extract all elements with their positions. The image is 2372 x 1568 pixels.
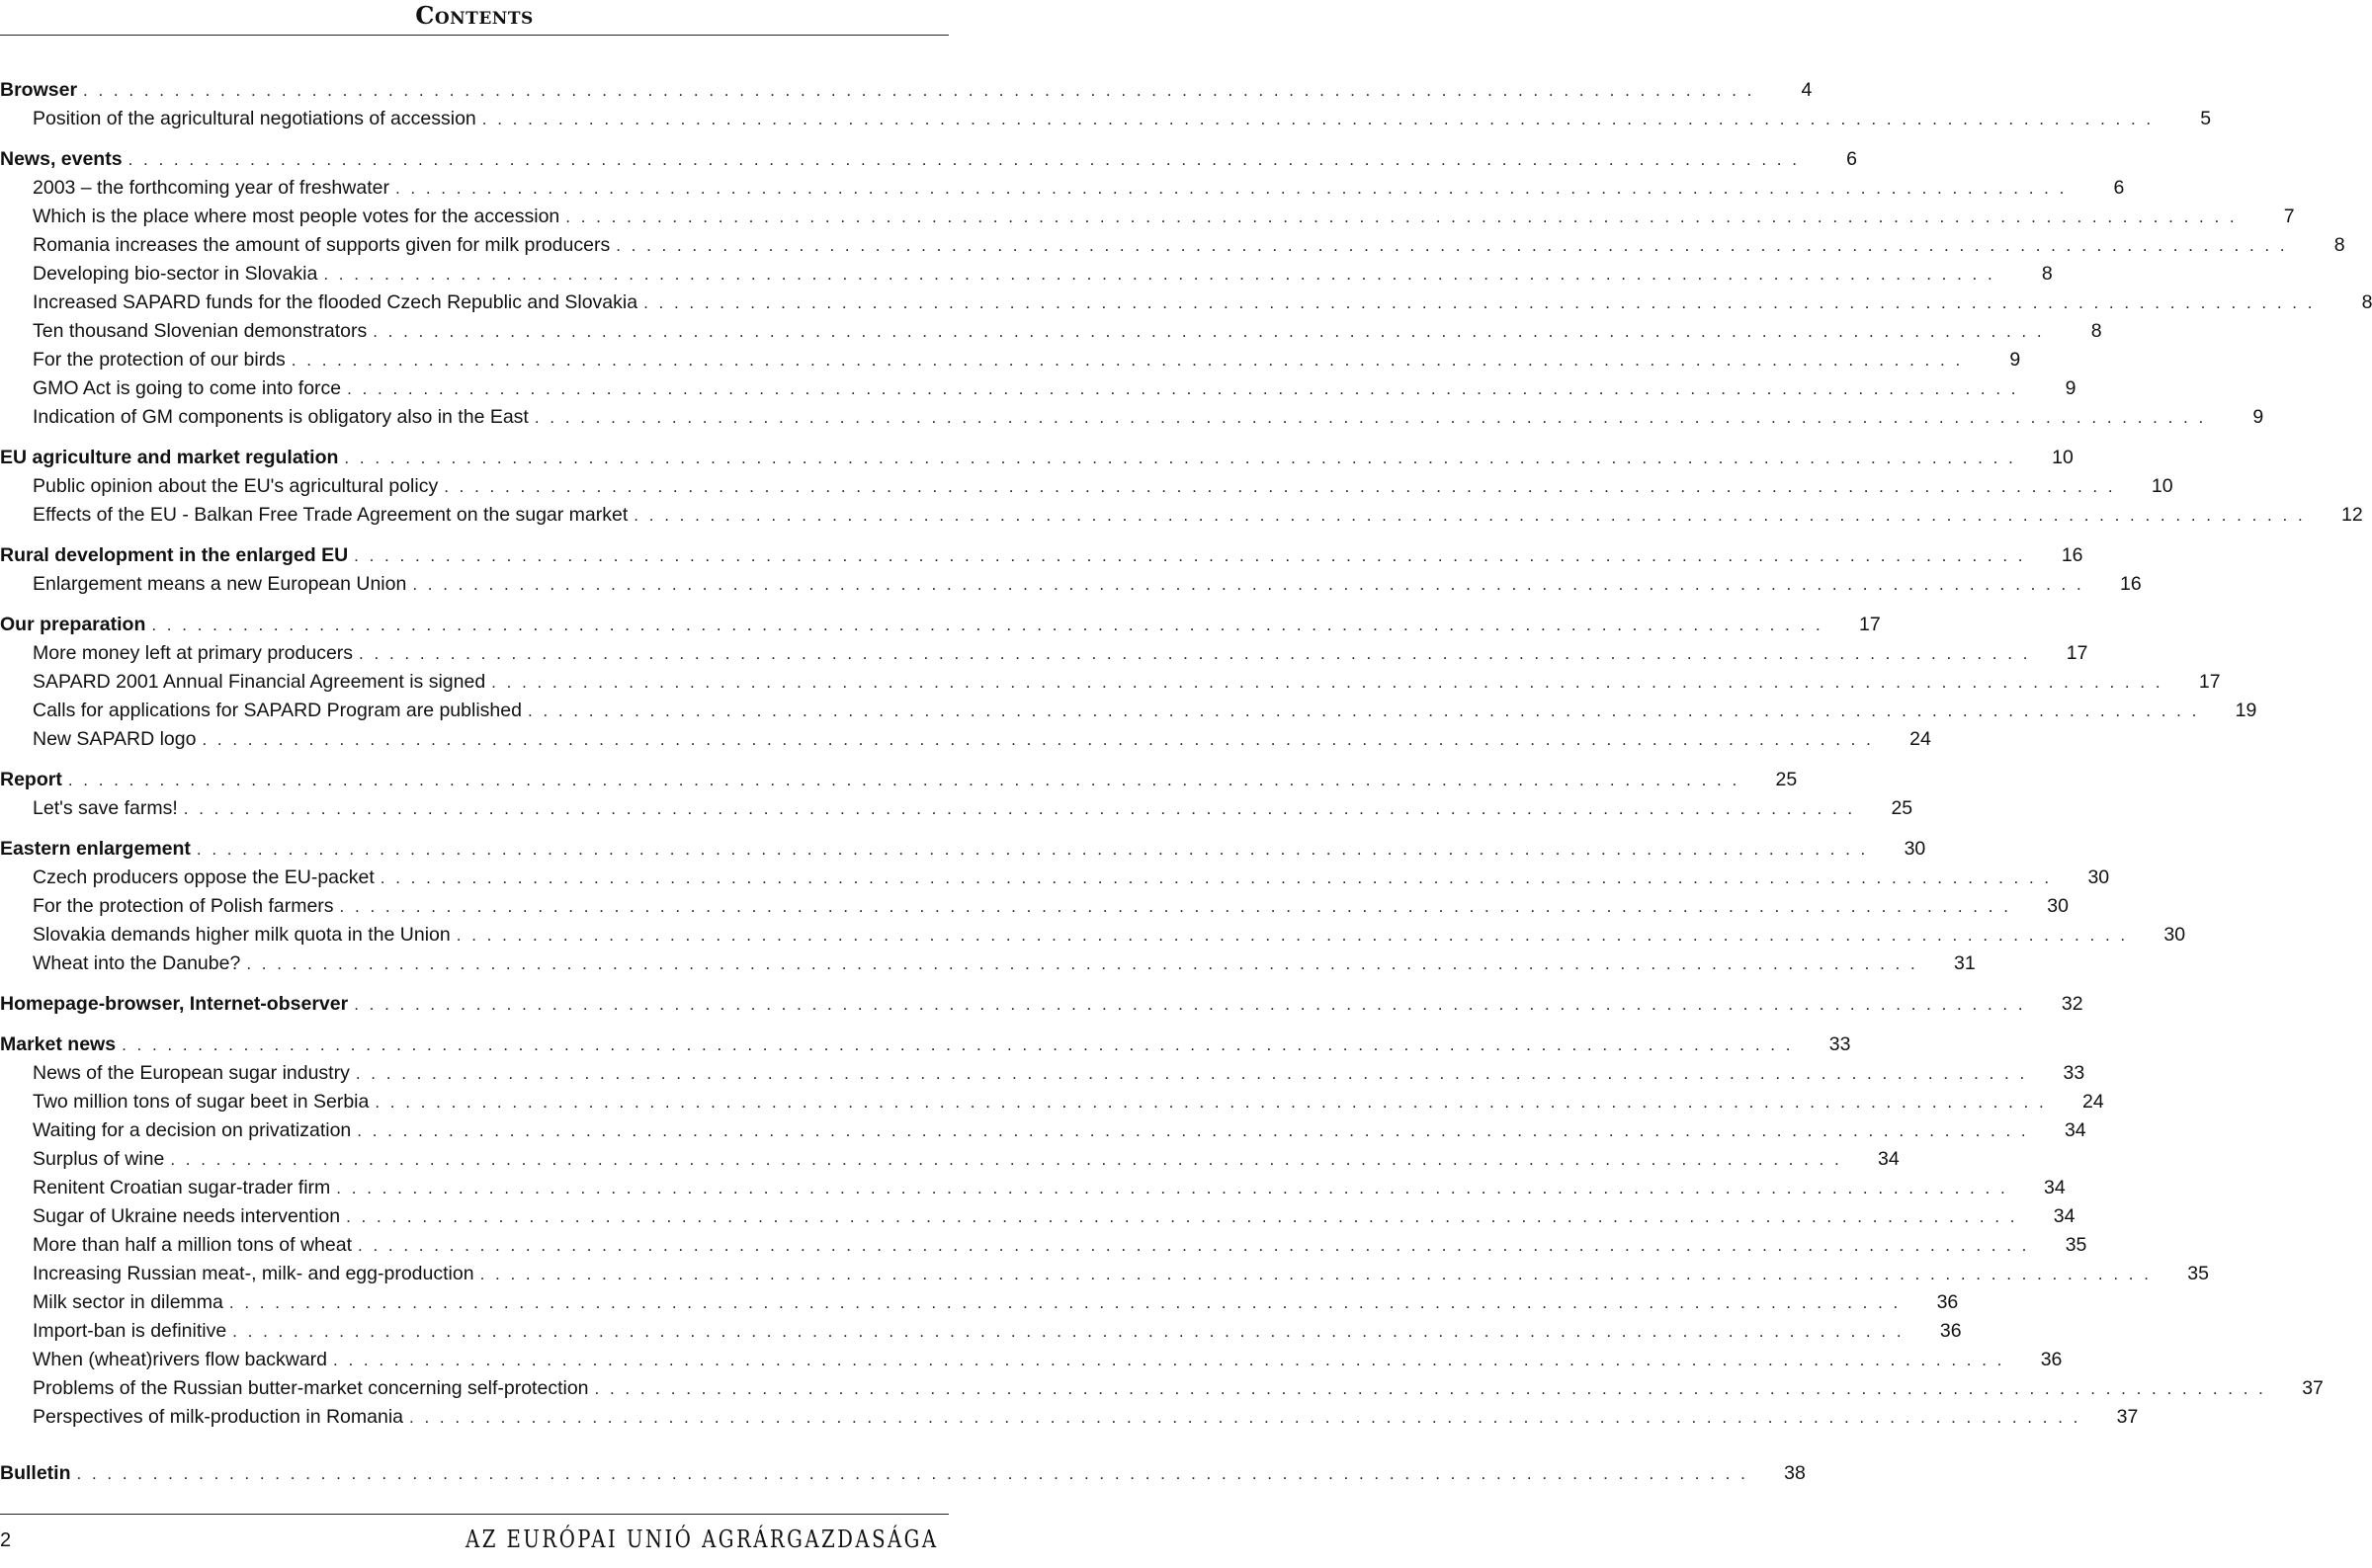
page-number: 30 (2163, 924, 2186, 946)
page-number: 19 (2235, 700, 2257, 721)
entry-title: Let's save farms! (33, 797, 178, 819)
page-number: 9 (2252, 406, 2264, 428)
page-number: 8 (2090, 320, 2102, 342)
entry-title: Surplus of wine (33, 1148, 165, 1170)
page-number: 35 (2187, 1263, 2209, 1284)
section-title: Our preparation (0, 614, 146, 635)
page-number: 5 (2200, 108, 2212, 129)
toc-section (0, 541, 2142, 599)
page-number: 33 (1828, 1033, 1851, 1055)
toc-entry[interactable] (0, 374, 2076, 403)
entry-title: Position of the agricultural negotiations of accession (33, 108, 476, 129)
entry-title: More money left at primary producers (33, 642, 354, 664)
entry-title: Import-ban is definitive (33, 1320, 227, 1342)
dot-leader: . . . . . . . . . . . . . . . . . . . . . . . . . . . . . . . . . . . . . . . . . . . . . . . . . . . . . . . . . . . . . . . . . . . . . . . . . . . . . . . . . . . . . . . . . . . . . . . . . . . . . . . . . . . . . . (594, 1379, 2266, 1398)
dot-leader: . . . . . . . . . . . . . . . . . . . . . . . . . . . . . . . . . . . . . . . . . . . . . . . . . . . . . . . . . . . . . . . . . . . . . . . . . . . . . . . . . . . . . . . . . . . . . . . . . . . . . . . . . . . . . . (359, 644, 2031, 663)
toc-entry[interactable] (0, 1288, 1959, 1317)
entry-title: Czech producers oppose the EU-packet (33, 867, 375, 888)
page-number: 24 (2082, 1091, 2104, 1113)
section-title: EU agriculture and market regulation (0, 447, 339, 468)
page-number: 36 (1939, 1320, 1962, 1342)
page-number: 6 (2113, 177, 2125, 199)
entry-title: Increased SAPARD funds for the flooded Czech Republic and Slovakia (33, 291, 638, 313)
toc-section-heading[interactable] (0, 541, 2083, 570)
page-number: 25 (1891, 797, 1913, 819)
toc-entry[interactable] (0, 1174, 2066, 1202)
entry-title: Perspectives of milk-production in Romania (33, 1406, 403, 1428)
dot-leader: . . . . . . . . . . . . . . . . . . . . . . . . . . . . . . . . . . . . . . . . . . . . . . . . . . . . . . . . . . . . . . . . . . . . . . . . . . . . . . . . . . . . . . . . . . . . . . . . . . . . . . . . . . . . . . (67, 771, 1740, 789)
toc-section-heading[interactable] (0, 835, 1926, 864)
dot-leader: . . . . . . . . . . . . . . . . . . . . . . . . . . . . . . . . . . . . . . . . . . . . . . . . . . . . . . . . . . . . . . . . . . . . . . . . . . . . . . . . . . . . . . . . . . . . . . . . . . . . . . . . . . . . . . (354, 995, 2026, 1014)
section-title: Browser (0, 79, 78, 101)
dot-leader: . . . . . . . . . . . . . . . . . . . . . . . . . . . . . . . . . . . . . . . . . . . . . . . . . . . . . . . . . . . . . . . . . . . . . . . . . . . . . . . . . . . . . . . . . . . . . . . . . . . . . . . . . . . . . . (291, 351, 1964, 370)
dot-leader: . . . . . . . . . . . . . . . . . . . . . . . . . . . . . . . . . . . . . . . . . . . . . . . . . . . . . . . . . . . . . . . . . . . . . . . . . . . . . . . . . . . . . . . . . . . . . . . . . . . . . . . . . . . . . . (232, 1322, 1905, 1341)
page-number: 34 (2043, 1177, 2066, 1198)
dot-leader: . . . . . . . . . . . . . . . . . . . . . . . . . . . . . . . . . . . . . . . . . . . . . . . . . . . . . . . . . . . . . . . . . . . . . . . . . . . . . . . . . . . . . . . . . . . . . . . . . . . . . . . . . . . . . . (643, 293, 2316, 312)
page-number: 10 (2151, 475, 2173, 497)
page-number: 8 (2041, 263, 2053, 285)
entry-title: Sugar of Ukraine needs intervention (33, 1205, 341, 1227)
dot-leader: . . . . . . . . . . . . . . . . . . . . . . . . . . . . . . . . . . . . . . . . . . . . . . . . . . . . . . . . . . . . . . . . . . . . . . . . . . . . . . . . . . . . . . . . . . . . . . . . . . . . . . . . . . . . . . (170, 1150, 1842, 1169)
footer-journal-title: AZ EURÓPAI UNIÓ AGRÁRGAZDASÁGA (466, 1526, 939, 1553)
dot-leader: . . . . . . . . . . . . . . . . . . . . . . . . . . . . . . . . . . . . . . . . . . . . . . . . . . . . . . . . . . . . . . . . . . . . . . . . . . . . . . . . . . . . . . . . . . . . . . . . . . . . . . . . . . . . . . (634, 506, 2306, 525)
toc-entry[interactable] (0, 501, 2363, 530)
dot-leader: . . . . . . . . . . . . . . . . . . . . . . . . . . . . . . . . . . . . . . . . . . . . . . . . . . . . . . . . . . . . . . . . . . . . . . . . . . . . . . . . . . . . . . . . . . . . . . . . . . . . . . . . . . . . . . (336, 1179, 2008, 1197)
entry-title: Public opinion about the EU's agricultural policy (33, 475, 439, 497)
toc-entry[interactable] (0, 1059, 2085, 1088)
dot-leader: . . . . . . . . . . . . . . . . . . . . . . . . . . . . . . . . . . . . . . . . . . . . . . . . . . . . . . . . . . . . . . . . . . . . . . . . . . . . . . . . . . . . . . . . . . . . . . . . . . . . . . . . . . . . . . (196, 840, 1869, 859)
toc-section-heading[interactable] (0, 611, 1881, 639)
entry-title: Which is the place where most people votes for the accession (33, 206, 560, 227)
toc-section-heading[interactable] (0, 1459, 1806, 1488)
toc-entry[interactable] (0, 921, 2186, 949)
dot-leader: . . . . . . . . . . . . . . . . . . . . . . . . . . . . . . . . . . . . . . . . . . . . . . . . . . . . . . . . . . . . . . . . . . . . . . . . . . . . . . . . . . . . . . . . . . . . . . . . . . . . . . . . . . . . . . (375, 1093, 2047, 1112)
section-title: Bulletin (0, 1462, 71, 1484)
dot-leader: . . . . . . . . . . . . . . . . . . . . . . . . . . . . . . . . . . . . . . . . . . . . . . . . . . . . . . . . . . . . . . . . . . . . . . . . . . . . . . . . . . . . . . . . . . . . . . . . . . . . . . . . . . . . . . (380, 868, 2053, 887)
entry-title: GMO Act is going to come into force (33, 377, 342, 399)
toc-entry[interactable] (0, 668, 2221, 697)
section-title: Rural development in the enlarged EU (0, 544, 349, 566)
entry-title: For the protection of our birds (33, 349, 286, 371)
footer-page-number: 2 (0, 1529, 12, 1551)
page-number: 17 (1859, 614, 1881, 635)
toc-entry[interactable] (0, 260, 2053, 289)
section-title: Report (0, 769, 62, 790)
toc-entry[interactable] (0, 1346, 2063, 1374)
page-number: 10 (2052, 447, 2074, 468)
toc-section (0, 1031, 2324, 1432)
page-number: 37 (2116, 1406, 2139, 1428)
dot-leader: . . . . . . . . . . . . . . . . . . . . . . . . . . . . . . . . . . . . . . . . . . . . . . . . . . . . . . . . . . . . . . . . . . . . . . . . . . . . . . . . . . . . . . . . . . . . . . . . . . . . . . . . . . . . . . (346, 1207, 2018, 1226)
page-number: 8 (2361, 291, 2372, 313)
page-number: 24 (1909, 728, 1931, 750)
toc-entry[interactable] (0, 403, 2264, 432)
dot-leader: . . . . . . . . . . . . . . . . . . . . . . . . . . . . . . . . . . . . . . . . . . . . . . . . . . . . . . . . . . . . . . . . . . . . . . . . . . . . . . . . . . . . . . . . . . . . . . . . . . . . . . . . . . . . . . (616, 236, 2288, 255)
entry-title: Two million tons of sugar beet in Serbia (33, 1091, 370, 1113)
entry-title: Ten thousand Slovenian demonstrators (33, 320, 368, 342)
page-number: 17 (2198, 671, 2221, 693)
page-number: 37 (2302, 1377, 2324, 1399)
page-number: 34 (2064, 1119, 2086, 1141)
dot-leader: . . . . . . . . . . . . . . . . . . . . . . . . . . . . . . . . . . . . . . . . . . . . . . . . . . . . . . . . . . . . . . . . . . . . . . . . . . . . . . . . . . . . . . . . . . . . . . . . . . . . . . . . . . . . . . (412, 575, 2084, 594)
section-title: News, events (0, 148, 123, 170)
page-number: 38 (1784, 1462, 1806, 1484)
entry-title: For the protection of Polish farmers (33, 895, 334, 917)
title-divider (0, 35, 949, 36)
entry-title: Calls for applications for SAPARD Program are published (33, 700, 522, 721)
toc-section-heading[interactable] (0, 145, 1857, 174)
toc-section (0, 835, 2186, 978)
toc-entry[interactable] (0, 231, 2345, 260)
entry-title: 2003 – the forthcoming year of freshwater (33, 177, 389, 199)
page-number: 4 (1801, 79, 1813, 101)
toc-section-heading[interactable] (0, 444, 2074, 472)
toc-entry[interactable] (0, 639, 2088, 668)
toc-section-heading[interactable] (0, 766, 1798, 794)
dot-leader: . . . . . . . . . . . . . . . . . . . . . . . . . . . . . . . . . . . . . . . . . . . . . . . . . . . . . . . . . . . . . . . . . . . . . . . . . . . . . . . . . . . . . . . . . . . . . . . . . . . . . . . . . . . . . . (127, 150, 1800, 169)
toc-entry[interactable] (0, 1202, 2076, 1231)
entry-title: Renitent Croatian sugar-trader firm (33, 1177, 331, 1198)
dot-leader: . . . . . . . . . . . . . . . . . . . . . . . . . . . . . . . . . . . . . . . . . . . . . . . . . . . . . . . . . . . . . . . . . . . . . . . . . . . . . . . . . . . . . . . . . . . . . . . . . . . . . . . . . . . . . . (491, 673, 2163, 692)
page-number: 34 (1878, 1148, 1900, 1170)
page-number: 36 (2040, 1349, 2063, 1370)
entry-title: Indication of GM components is obligatory also in the East (33, 406, 529, 428)
section-title: Market news (0, 1033, 117, 1055)
dot-leader: . . . . . . . . . . . . . . . . . . . . . . . . . . . . . . . . . . . . . . . . . . . . . . . . . . . . . . . . . . . . . . . . . . . . . . . . . . . . . . . . . . . . . . . . . . . . . . . . . . . . . . . . . . . . . . (479, 1265, 2152, 1283)
dot-leader: . . . . . . . . . . . . . . . . . . . . . . . . . . . . . . . . . . . . . . . . . . . . . . . . . . . . . . . . . . . . . . . . . . . . . . . . . . . . . . . . . . . . . . . . . . . . . . . . . . . . . . . . . . . . . . (527, 701, 2200, 720)
dot-leader: . . . . . . . . . . . . . . . . . . . . . . . . . . . . . . . . . . . . . . . . . . . . . . . . . . . . . . . . . . . . . . . . . . . . . . . . . . . . . . . . . . . . . . . . . . . . . . . . . . . . . . . . . . . . . . (354, 546, 2026, 565)
dot-leader: . . . . . . . . . . . . . . . . . . . . . . . . . . . . . . . . . . . . . . . . . . . . . . . . . . . . . . . . . . . . . . . . . . . . . . . . . . . . . . . . . . . . . . . . . . . . . . . . . . . . . . . . . . . . . . (76, 1464, 1748, 1483)
section-title: Eastern enlargement (0, 838, 191, 860)
page-number: 30 (1904, 838, 1926, 860)
dot-leader: . . . . . . . . . . . . . . . . . . . . . . . . . . . . . . . . . . . . . . . . . . . . . . . . . . . . . . . . . . . . . . . . . . . . . . . . . . . . . . . . . . . . . . . . . . . . . . . . . . . . . . . . . . . . . . (323, 265, 1995, 284)
entry-title: Problems of the Russian butter-market concerning self-protection (33, 1377, 589, 1399)
section-title: Homepage-browser, Internet-observer (0, 993, 349, 1015)
page-title: Contents (415, 1, 534, 30)
page-number: 33 (2063, 1062, 2085, 1084)
entry-title: SAPARD 2001 Annual Financial Agreement is signed (33, 671, 486, 693)
dot-leader: . . . . . . . . . . . . . . . . . . . . . . . . . . . . . . . . . . . . . . . . . . . . . . . . . . . . . . . . . . . . . . . . . . . . . . . . . . . . . . . . . . . . . . . . . . . . . . . . . . . . . . . . . . . . . . (344, 449, 2016, 467)
dot-leader: . . . . . . . . . . . . . . . . . . . . . . . . . . . . . . . . . . . . . . . . . . . . . . . . . . . . . . . . . . . . . . . . . . . . . . . . . . . . . . . . . . . . . . . . . . . . . . . . . . . . . . . . . . . . . . (355, 1064, 2028, 1083)
dot-leader: . . . . . . . . . . . . . . . . . . . . . . . . . . . . . . . . . . . . . . . . . . . . . . . . . . . . . . . . . . . . . . . . . . . . . . . . . . . . . . . . . . . . . . . . . . . . . . . . . . . . . . . . . . . . . . (456, 926, 2129, 945)
toc-entry[interactable] (0, 570, 2142, 599)
page-number: 30 (2087, 867, 2110, 888)
entry-title: Romania increases the amount of supports given for milk producers (33, 234, 611, 256)
page-number: 32 (2061, 993, 2083, 1015)
dot-leader: . . . . . . . . . . . . . . . . . . . . . . . . . . . . . . . . . . . . . . . . . . . . . . . . . . . . . . . . . . . . . . . . . . . . . . . . . . . . . . . . . . . . . . . . . . . . . . . . . . . . . . . . . . . . . . (228, 1293, 1902, 1312)
entry-title: Increasing Russian meat-, milk- and egg-production (33, 1263, 474, 1284)
toc-entry[interactable] (0, 725, 1931, 754)
dot-leader: . . . . . . . . . . . . . . . . . . . . . . . . . . . . . . . . . . . . . . . . . . . . . . . . . . . . . . . . . . . . . . . . . . . . . . . . . . . . . . . . . . . . . . . . . . . . . . . . . . . . . . . . . . . . . . (373, 322, 2045, 341)
toc-entry[interactable] (0, 1374, 2324, 1403)
toc-entry[interactable] (0, 892, 2069, 921)
toc-entry[interactable] (0, 1145, 1900, 1174)
page-number: 9 (2065, 377, 2076, 399)
toc-section (0, 766, 1913, 823)
entry-title: Effects of the EU - Balkan Free Trade Agreement on the sugar market (33, 504, 629, 526)
entry-title: Developing bio-sector in Slovakia (33, 263, 318, 285)
dot-leader: . . . . . . . . . . . . . . . . . . . . . . . . . . . . . . . . . . . . . . . . . . . . . . . . . . . . . . . . . . . . . . . . . . . . . . . . . . . . . . . . . . . . . . . . . . . . . . . . . . . . . . . . . . . . . . (481, 110, 2155, 128)
page-number: 16 (2120, 573, 2142, 595)
dot-leader: . . . . . . . . . . . . . . . . . . . . . . . . . . . . . . . . . . . . . . . . . . . . . . . . . . . . . . . . . . . . . . . . . . . . . . . . . . . . . . . . . . . . . . . . . . . . . . . . . . . . . . . . . . . . . . (333, 1351, 2005, 1369)
dot-leader: . . . . . . . . . . . . . . . . . . . . . . . . . . . . . . . . . . . . . . . . . . . . . . . . . . . . . . . . . . . . . . . . . . . . . . . . . . . . . . . . . . . . . . . . . . . . . . . . . . . . . . . . . . . . . . (246, 954, 1918, 973)
entry-title: Milk sector in dilemma (33, 1291, 223, 1313)
table-of-contents (0, 76, 2372, 1488)
page-number: 30 (2047, 895, 2069, 917)
toc-entry[interactable] (0, 1231, 2087, 1260)
page-number: 6 (1846, 148, 1857, 170)
toc-section-heading[interactable] (0, 1031, 1851, 1059)
page-number: 25 (1775, 769, 1798, 790)
toc-entry[interactable] (0, 1403, 2139, 1432)
toc-section (0, 611, 2257, 754)
toc-section (0, 444, 2363, 530)
page-number: 8 (2333, 234, 2345, 256)
entry-title: Waiting for a decision on privatization (33, 1119, 352, 1141)
page-number: 31 (1953, 952, 1976, 974)
dot-leader: . . . . . . . . . . . . . . . . . . . . . . . . . . . . . . . . . . . . . . . . . . . . . . . . . . . . . . . . . . . . . . . . . . . . . . . . . . . . . . . . . . . . . . . . . . . . . . . . . . . . . . . . . . . . . . (122, 1035, 1794, 1054)
entry-title: When (wheat)rivers flow backward (33, 1349, 328, 1370)
page-number: 34 (2053, 1205, 2076, 1227)
dot-leader: . . . . . . . . . . . . . . . . . . . . . . . . . . . . . . . . . . . . . . . . . . . . . . . . . . . . . . . . . . . . . . . . . . . . . . . . . . . . . . . . . . . . . . . . . . . . . . . . . . . . . . . . . . . . . . (83, 81, 1755, 100)
toc-entry[interactable] (0, 105, 2212, 133)
page-number: 36 (1936, 1291, 1959, 1313)
dot-leader: . . . . . . . . . . . . . . . . . . . . . . . . . . . . . . . . . . . . . . . . . . . . . . . . . . . . . . . . . . . . . . . . . . . . . . . . . . . . . . . . . . . . . . . . . . . . . . . . . . . . . . . . . . . . . . (347, 379, 2019, 398)
page-number: 17 (2066, 642, 2088, 664)
page-number: 7 (2283, 206, 2295, 227)
toc-entry[interactable] (0, 949, 1976, 978)
toc-entry[interactable] (0, 697, 2257, 725)
entry-title: More than half a million tons of wheat (33, 1234, 353, 1256)
dot-leader: . . . . . . . . . . . . . . . . . . . . . . . . . . . . . . . . . . . . . . . . . . . . . . . . . . . . . . . . . . . . . . . . . . . . . . . . . . . . . . . . . . . . . . . . . . . . . . . . . . . . . . . . . . . . . . (444, 477, 2116, 496)
dot-leader: . . . . . . . . . . . . . . . . . . . . . . . . . . . . . . . . . . . . . . . . . . . . . . . . . . . . . . . . . . . . . . . . . . . . . . . . . . . . . . . . . . . . . . . . . . . . . . . . . . . . . . . . . . . . . . (565, 207, 2238, 226)
page-number: 12 (2340, 504, 2363, 526)
dot-leader: . . . . . . . . . . . . . . . . . . . . . . . . . . . . . . . . . . . . . . . . . . . . . . . . . . . . . . . . . . . . . . . . . . . . . . . . . . . . . . . . . . . . . . . . . . . . . . . . . . . . . . . . . . . . . . (339, 897, 2011, 916)
entry-title: New SAPARD logo (33, 728, 197, 750)
toc-entry[interactable] (0, 317, 2102, 346)
entry-title: Slovakia demands higher milk quota in the Union (33, 924, 451, 946)
dot-leader: . . . . . . . . . . . . . . . . . . . . . . . . . . . . . . . . . . . . . . . . . . . . . . . . . . . . . . . . . . . . . . . . . . . . . . . . . . . . . . . . . . . . . . . . . . . . . . . . . . . . . . . . . . . . . . (357, 1121, 2029, 1140)
toc-section-heading[interactable] (0, 990, 2083, 1019)
toc-section-heading[interactable] (0, 76, 1813, 105)
toc-entry[interactable] (0, 1088, 2104, 1116)
toc-entry[interactable] (0, 472, 2173, 501)
toc-entry[interactable] (0, 346, 2021, 374)
toc-section (0, 990, 2083, 1019)
dot-leader: . . . . . . . . . . . . . . . . . . . . . . . . . . . . . . . . . . . . . . . . . . . . . . . . . . . . . . . . . . . . . . . . . . . . . . . . . . . . . . . . . . . . . . . . . . . . . . . . . . . . . . . . . . . . . . (202, 730, 1874, 749)
dot-leader: . . . . . . . . . . . . . . . . . . . . . . . . . . . . . . . . . . . . . . . . . . . . . . . . . . . . . . . . . . . . . . . . . . . . . . . . . . . . . . . . . . . . . . . . . . . . . . . . . . . . . . . . . . . . . . (409, 1408, 2081, 1427)
footer-divider (0, 1514, 949, 1515)
dot-leader: . . . . . . . . . . . . . . . . . . . . . . . . . . . . . . . . . . . . . . . . . . . . . . . . . . . . . . . . . . . . . . . . . . . . . . . . . . . . . . . . . . . . . . . . . . . . . . . . . . . . . . . . . . . . . . (358, 1236, 2030, 1255)
entry-title: News of the European sugar industry (33, 1062, 350, 1084)
toc-section (0, 76, 2212, 133)
toc-entry[interactable] (0, 203, 2295, 231)
toc-section (0, 145, 2372, 432)
toc-entry[interactable] (0, 794, 1913, 823)
entry-title: Wheat into the Danube? (33, 952, 241, 974)
dot-leader: . . . . . . . . . . . . . . . . . . . . . . . . . . . . . . . . . . . . . . . . . . . . . . . . . . . . . . . . . . . . . . . . . . . . . . . . . . . . . . . . . . . . . . . . . . . . . . . . . . . . . . . . . . . . . . (151, 616, 1823, 634)
toc-entry[interactable] (0, 864, 2110, 892)
dot-leader: . . . . . . . . . . . . . . . . . . . . . . . . . . . . . . . . . . . . . . . . . . . . . . . . . . . . . . . . . . . . . . . . . . . . . . . . . . . . . . . . . . . . . . . . . . . . . . . . . . . . . . . . . . . . . . (183, 799, 1856, 818)
page-number: 35 (2065, 1234, 2087, 1256)
dot-leader: . . . . . . . . . . . . . . . . . . . . . . . . . . . . . . . . . . . . . . . . . . . . . . . . . . . . . . . . . . . . . . . . . . . . . . . . . . . . . . . . . . . . . . . . . . . . . . . . . . . . . . . . . . . . . . (394, 179, 2068, 198)
page-number: 9 (2009, 349, 2021, 371)
dot-leader: . . . . . . . . . . . . . . . . . . . . . . . . . . . . . . . . . . . . . . . . . . . . . . . . . . . . . . . . . . . . . . . . . . . . . . . . . . . . . . . . . . . . . . . . . . . . . . . . . . . . . . . . . . . . . . (534, 408, 2207, 427)
page-number: 16 (2061, 544, 2083, 566)
toc-entry[interactable] (0, 1116, 2086, 1145)
toc-entry[interactable] (0, 1260, 2209, 1288)
entry-title: Enlargement means a new European Union (33, 573, 407, 595)
toc-entry[interactable] (0, 174, 2125, 203)
toc-section (0, 1459, 1806, 1488)
toc-entry[interactable] (0, 289, 2372, 317)
toc-entry[interactable] (0, 1317, 1962, 1346)
